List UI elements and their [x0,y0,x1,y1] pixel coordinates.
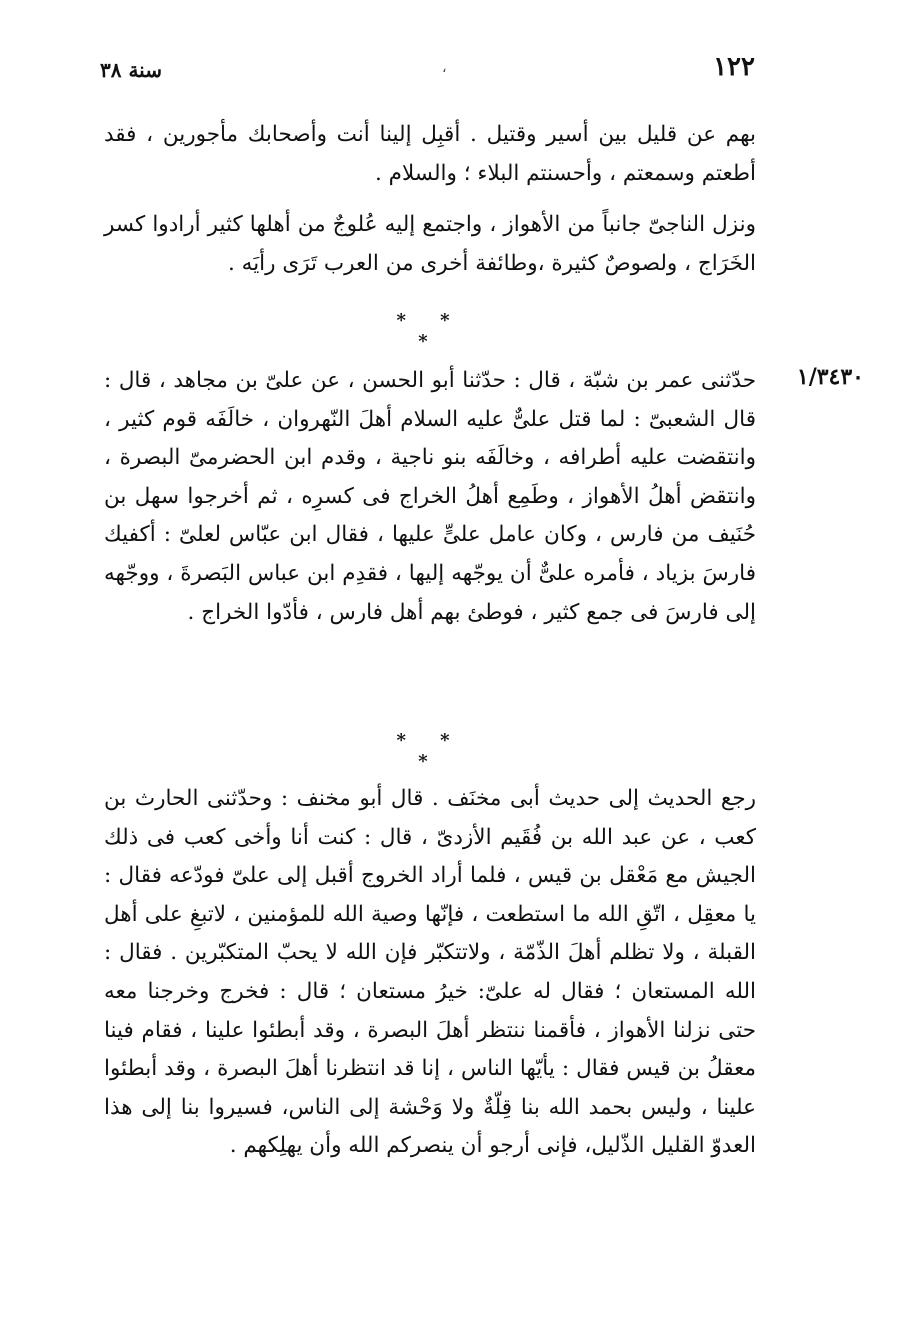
section-2-paragraph [104,362,756,632]
section-1-paragraph-1 [104,116,756,193]
section-separator: * * * [396,310,464,352]
section-3-paragraph [104,780,756,1166]
section-separator: * * * [396,730,464,772]
paragraph-text: حدّثنى عمر بن شبّة ، قال : حدّثنا أبو الحسن ، عن علىّ بن مجاهد ، قال : قال الشعبىّ : لما قتل علىٌّ عليه السلام أهلَ النّهروان ، خالَفَه قوم كثير ، وانتقضت عليه أطرافه ، وخالَفَه بنو ناجية ، وقدم ابن الحضرمىّ البصرة ، وانتقض أهلُ الأهواز ، وطَمِع أهلُ الخراج فى كسرِه ، ثم أخرجوا سهل بن حُنَيف من فارس ، وكان عامل علىٍّ عليها ، فقال ابن عبّاس لعلىّ : أكفيك فارسَ بزياد ، فأمره علىٌّ أن يوجّهه إليها ، فقدِم ابن عباس البَصرةَ ، ووجّهه إلى فارسَ فى جمع كثير ، فوطئ بهم أهل فارس ، فأدّوا الخراج . [104,368,756,625]
section-1-paragraph-2 [104,206,756,283]
paragraph-text: ونزل الناجىّ جانباً من الأهواز ، واجتمع إليه عُلوجٌ من أهلها كثير أرادوا كسر الخَرَاج ، ولصوصٌ كثيرة ،وطائفة أخرى من العرب تَرَى رأيَه . [104,212,756,276]
page-number: ١٢٢ [713,52,755,82]
reference-number: ١/٣٤٣٠ [796,364,864,390]
page-header [100,52,755,88]
paragraph-text: رجع الحديث إلى حديث أبى مخنَف . قال أبو مخنف : وحدّثنى الحارث بن كعب ، عن عبد الله بن فُقَيم الأزدىّ ، قال : كنت أنا وأخى كعب فى ذلك الجيش مع مَعْقل بن قيس ، فلما أراد الخروج أقبل إلى علىّ فودّعه فقال : يا معقِل ، اتّقِ الله ما استطعت ، فإنّها وصية الله للمؤمنين ، لاتبغِ على أهل القبلة ، ولا تظلم أهلَ الذّمّة ، ولاتتكبّر فإن الله لا يحبّ المتكبّرين . فقال : الله المستعان ؛ فقال له علىّ: خيرُ مستعان ؛ قال : فخرج وخرجنا معه حتى نزلنا الأهواز ، فأقمنا ننتظر أهلَ البصرة ، وقد أبطئوا علينا ، فقام فينا معقلُ بن قيس فقال : يأيّها الناس ، إنا قد انتظرنا أهلَ البصرة ، وقد أبطئوا علينا ، وليس بحمد الله بنا قِلّةٌ ولا وَحْشة إلى الناس، فسيروا بنا إلى هذا العدوّ القليل الذّليل، فإنى أرجو أن ينصركم الله وأن يهلِكهم . [104,786,756,1159]
header-mark: ، [442,60,447,76]
paragraph-text: بهم عن قليل بين أسير وقتيل . أقبِل إلينا أنت وأصحابك مأجورين ، فقد أطعتم وسمعتم ، وأحسنتم البلاء ؛ والسلام . [104,122,756,186]
year-label: سنة ٣٨ [100,58,162,82]
